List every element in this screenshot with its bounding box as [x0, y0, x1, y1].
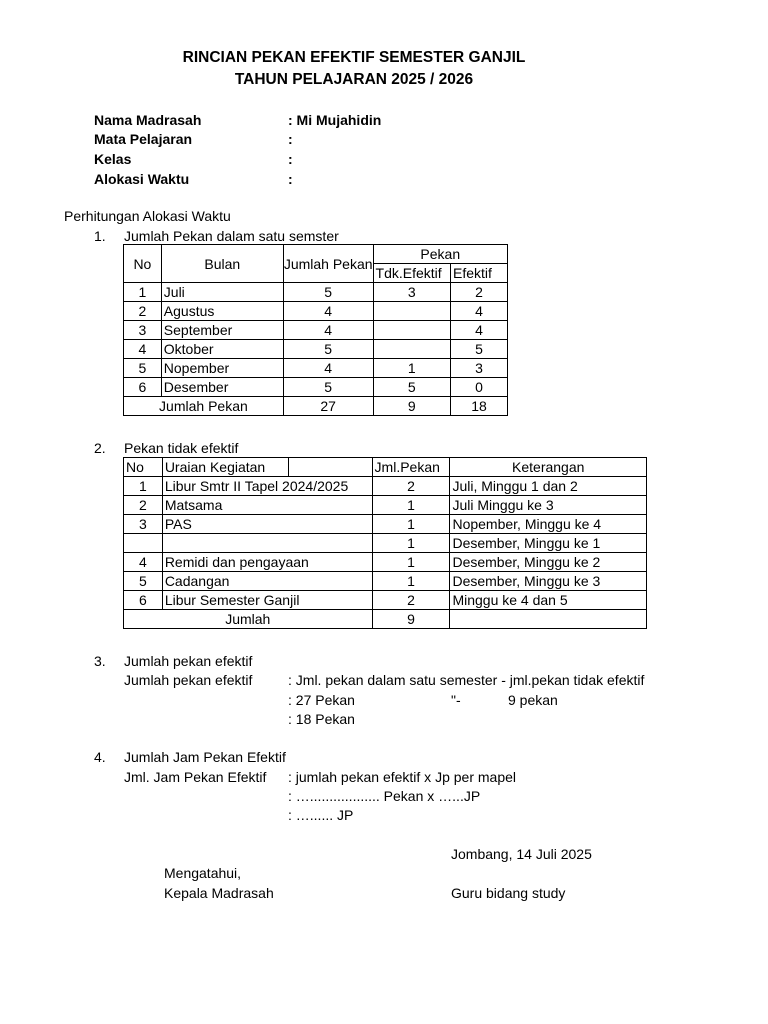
cell-keterangan: Minggu ke 4 dan 5 — [450, 591, 647, 610]
cell-no: 1 — [124, 477, 163, 496]
total-label: Jumlah Pekan — [124, 397, 284, 416]
s2-number: 2. — [94, 440, 106, 456]
info-label-alokasi: Alokasi Waktu — [94, 171, 190, 187]
total-efektif: 18 — [451, 397, 508, 416]
table-row — [124, 302, 508, 321]
cell-keterangan: Desember, Minggu ke 1 — [450, 534, 647, 553]
header-jumlah-pekan: Jumlah Pekan — [283, 245, 373, 283]
cell-bulan: Nopember — [161, 359, 283, 378]
cell-efektif: 4 — [451, 302, 508, 321]
header-tdk-efektif: Tdk.Efektif — [373, 264, 450, 283]
section-heading: Perhitungan Alokasi Waktu — [64, 208, 231, 224]
cell-jumlah: 4 — [283, 321, 373, 340]
cell-no: 3 — [124, 515, 163, 534]
cell-keterangan: Desember, Minggu ke 3 — [450, 572, 647, 591]
s3-line2-pekan: : 27 Pekan — [288, 692, 355, 708]
s1-number: 1. — [94, 228, 106, 244]
total-row — [124, 610, 647, 629]
table-row — [124, 515, 647, 534]
cell-efektif: 5 — [451, 340, 508, 359]
cell-no: 5 — [124, 572, 163, 591]
header-empty — [288, 458, 372, 477]
cell-tdk — [373, 340, 450, 359]
table-row — [124, 283, 508, 302]
s3-line1: : Jml. pekan dalam satu semester - jml.pekan tidak efektif — [288, 672, 645, 688]
guru-bidang-study-label: Guru bidang study — [451, 885, 566, 901]
cell-tdk: 1 — [373, 359, 450, 378]
s3-line2-minus: "- — [451, 692, 461, 708]
s4-title: Jumlah Jam Pekan Efektif — [124, 749, 286, 765]
cell-tdk: 3 — [373, 283, 450, 302]
header-keterangan: Keterangan — [450, 458, 647, 477]
s3-line2-tidak-efektif: 9 pekan — [508, 692, 558, 708]
s4-line2: : ….................. Pekan x …...JP — [288, 788, 481, 804]
cell-bulan: September — [161, 321, 283, 340]
document-title-line1: RINCIAN PEKAN EFEKTIF SEMESTER GANJIL — [182, 49, 526, 66]
cell-no: 4 — [124, 553, 163, 572]
s1-title: Jumlah Pekan dalam satu semster — [124, 228, 339, 244]
s3-label: Jumlah pekan efektif — [124, 672, 253, 688]
document-title-line2: TAHUN PELAJARAN 2025 / 2026 — [234, 71, 474, 88]
info-label-mapel: Mata Pelajaran — [94, 131, 193, 147]
cell-tdk: 5 — [373, 378, 450, 397]
cell-tdk — [373, 321, 450, 340]
place-date: Jombang, 14 Juli 2025 — [451, 846, 592, 862]
cell-no — [124, 534, 163, 553]
cell-no: 2 — [124, 302, 162, 321]
info-value-madrasah: : Mi Mujahidin — [288, 112, 382, 128]
cell-jml: 2 — [372, 477, 450, 496]
cell-uraian: Remidi dan pengayaan — [162, 553, 372, 572]
table-row — [124, 496, 647, 515]
mengetahui-label: Mengatahui, — [164, 865, 242, 881]
cell-efektif: 4 — [451, 321, 508, 340]
cell-jumlah: 5 — [283, 378, 373, 397]
s3-number: 3. — [94, 653, 106, 669]
cell-jml: 1 — [372, 515, 450, 534]
total-jml: 9 — [372, 610, 450, 629]
header-no: No — [124, 458, 163, 477]
cell-uraian: Matsama — [162, 496, 372, 515]
table-row — [124, 359, 508, 378]
kepala-madrasah-label: Kepala Madrasah — [164, 885, 274, 901]
cell-uraian: Libur Semester Ganjil — [162, 591, 372, 610]
s4-line1: : jumlah pekan efektif x Jp per mapel — [288, 769, 517, 785]
cell-uraian: Cadangan — [162, 572, 372, 591]
cell-efektif: 0 — [451, 378, 508, 397]
info-label-kelas: Kelas — [94, 151, 132, 167]
cell-bulan: Oktober — [161, 340, 283, 359]
cell-jumlah: 5 — [283, 340, 373, 359]
s4-line3: : …...... JP — [288, 807, 354, 823]
header-bulan: Bulan — [161, 245, 283, 283]
s3-title: Jumlah pekan efektif — [124, 653, 253, 669]
cell-uraian: Libur Smtr II Tapel 2024/2025 — [162, 477, 372, 496]
cell-efektif: 3 — [451, 359, 508, 378]
table-row — [124, 534, 647, 553]
cell-efektif: 2 — [451, 283, 508, 302]
cell-bulan: Agustus — [161, 302, 283, 321]
s4-number: 4. — [94, 749, 106, 765]
total-keterangan — [450, 610, 647, 629]
info-label-madrasah: Nama Madrasah — [94, 112, 202, 128]
cell-uraian — [162, 534, 372, 553]
pekan-table — [123, 244, 508, 416]
table-row — [124, 378, 508, 397]
cell-jml: 1 — [372, 553, 450, 572]
table-row — [124, 340, 508, 359]
cell-no: 1 — [124, 283, 162, 302]
cell-jml: 2 — [372, 591, 450, 610]
table-row — [124, 553, 647, 572]
s4-label: Jml. Jam Pekan Efektif — [124, 769, 267, 785]
header-pekan: Pekan — [373, 245, 507, 264]
header-jml-pekan: Jml.Pekan — [372, 458, 450, 477]
s2-title: Pekan tidak efektif — [124, 440, 239, 456]
table-row — [124, 572, 647, 591]
cell-uraian: PAS — [162, 515, 372, 534]
info-value-mapel: : — [288, 131, 293, 147]
total-row — [124, 397, 508, 416]
cell-jumlah: 4 — [283, 359, 373, 378]
info-value-kelas: : — [288, 151, 293, 167]
table-row — [124, 477, 647, 496]
cell-no: 6 — [124, 378, 162, 397]
cell-jml: 1 — [372, 572, 450, 591]
cell-no: 4 — [124, 340, 162, 359]
cell-tdk — [373, 302, 450, 321]
table-row — [124, 321, 508, 340]
cell-jml: 1 — [372, 534, 450, 553]
cell-no: 2 — [124, 496, 163, 515]
cell-bulan: Juli — [161, 283, 283, 302]
table-row — [124, 591, 647, 610]
info-value-alokasi: : — [288, 171, 293, 187]
cell-jml: 1 — [372, 496, 450, 515]
total-label: Jumlah — [124, 610, 373, 629]
cell-jumlah: 5 — [283, 283, 373, 302]
header-efektif: Efektif — [451, 264, 508, 283]
cell-jumlah: 4 — [283, 302, 373, 321]
total-jumlah: 27 — [283, 397, 373, 416]
cell-keterangan: Desember, Minggu ke 2 — [450, 553, 647, 572]
pekan-tidak-efektif-table — [123, 457, 647, 629]
header-uraian: Uraian Kegiatan — [162, 458, 288, 477]
total-tdk: 9 — [373, 397, 450, 416]
cell-bulan: Desember — [161, 378, 283, 397]
s3-line3: : 18 Pekan — [288, 711, 355, 727]
cell-keterangan: Nopember, Minggu ke 4 — [450, 515, 647, 534]
header-no: No — [124, 245, 162, 283]
cell-no: 5 — [124, 359, 162, 378]
cell-no: 6 — [124, 591, 163, 610]
cell-keterangan: Juli Minggu ke 3 — [450, 496, 647, 515]
cell-keterangan: Juli, Minggu 1 dan 2 — [450, 477, 647, 496]
cell-no: 3 — [124, 321, 162, 340]
